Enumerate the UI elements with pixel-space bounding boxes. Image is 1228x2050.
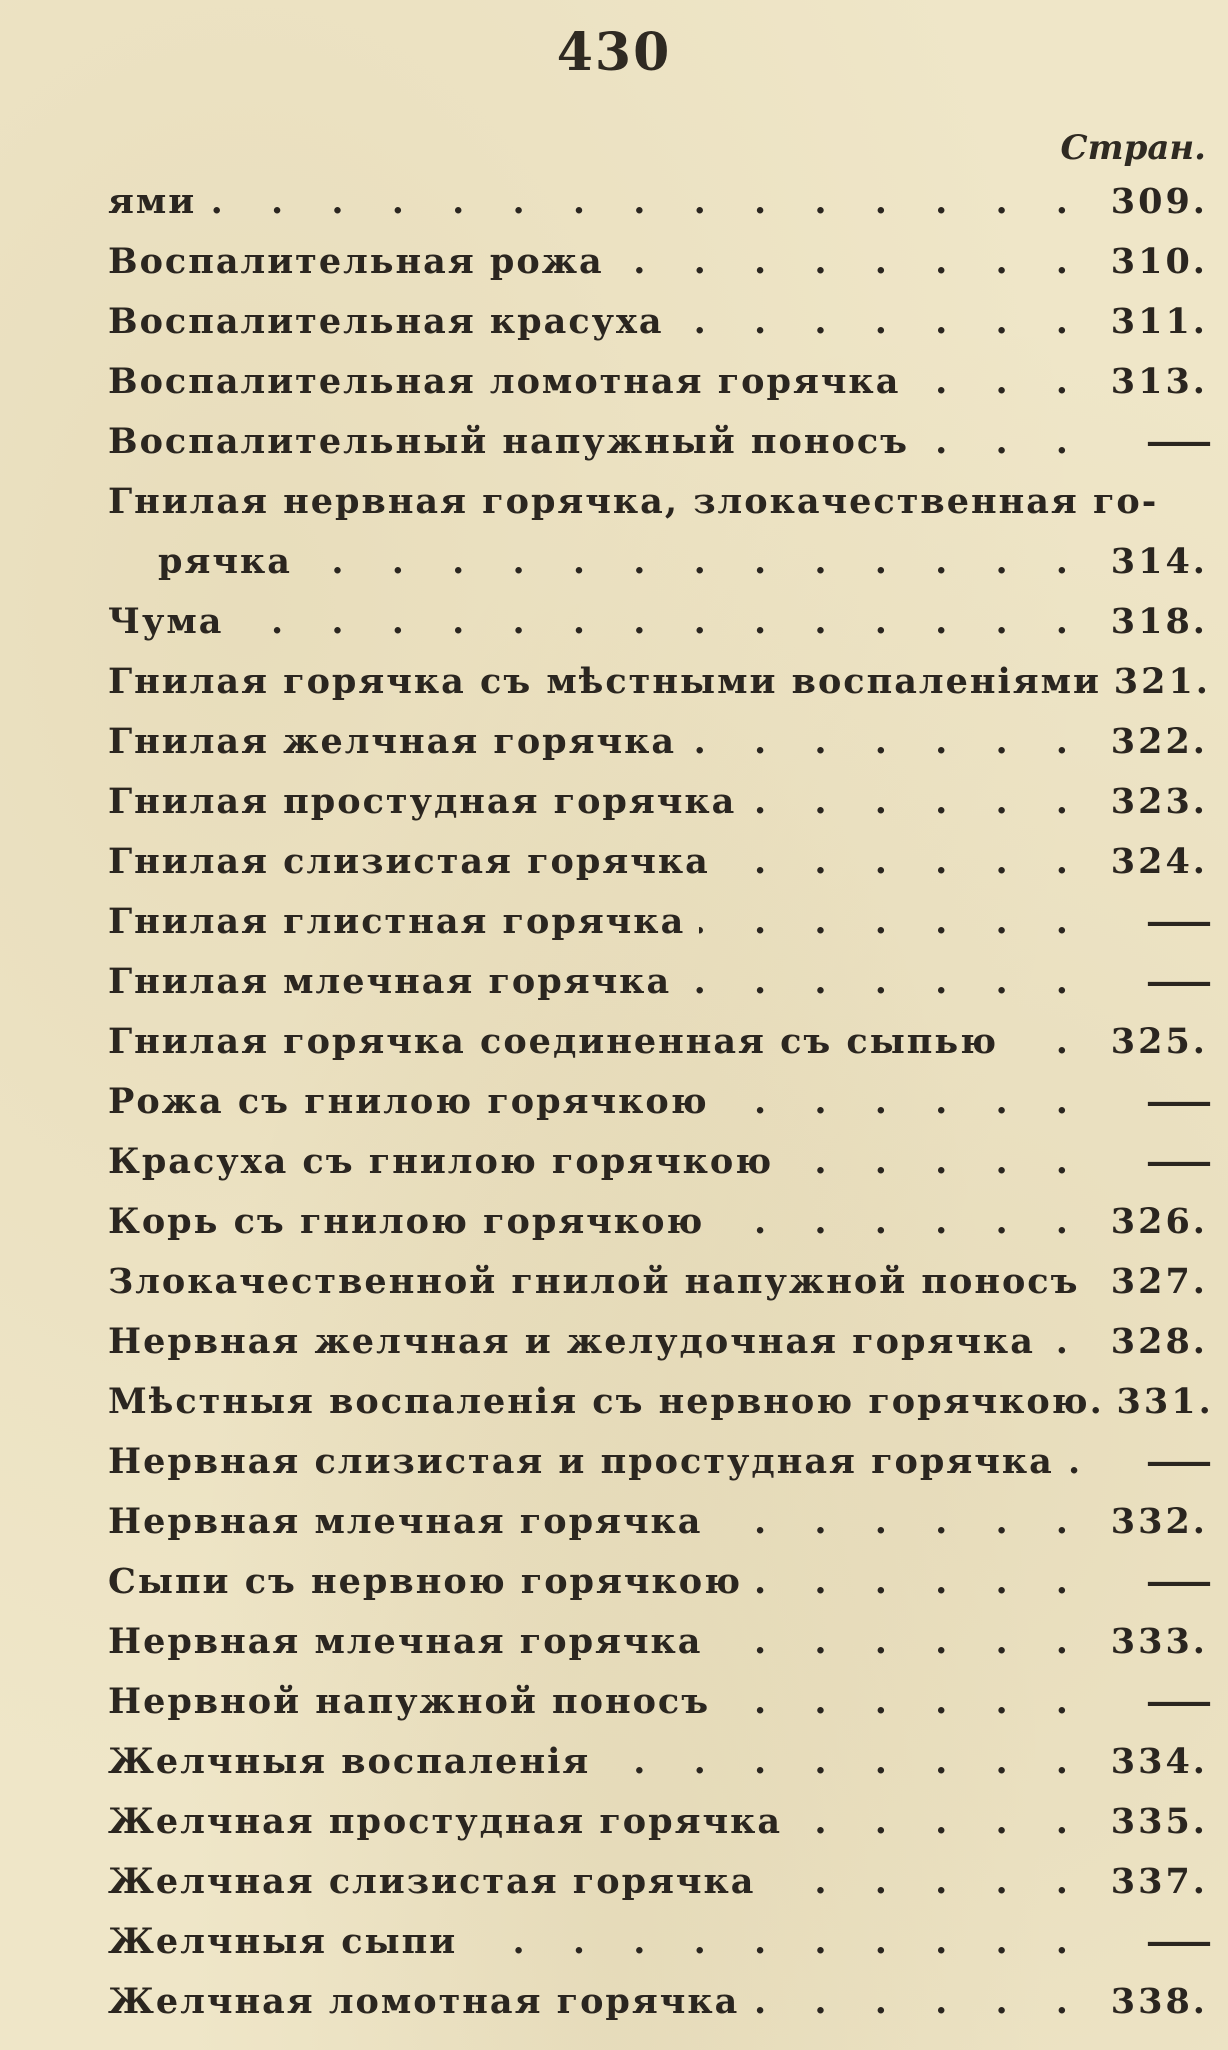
toc-entry bbox=[108, 1072, 1208, 1132]
dot-leader bbox=[750, 772, 1086, 832]
toc-entry bbox=[108, 772, 1208, 832]
toc-entry-title: Чума bbox=[108, 601, 224, 642]
toc-entry bbox=[108, 1132, 1208, 1192]
toc-entry-page: 321. bbox=[1113, 661, 1211, 702]
toc-entry-title: Нервная млечная горячка bbox=[108, 1501, 703, 1542]
toc-entry-title: Гнилая млечная горячка bbox=[108, 961, 672, 1002]
dot-leader bbox=[690, 712, 1086, 772]
toc-entry-title: Нервная слизистая и простудная горячка . bbox=[108, 1441, 1083, 1482]
dot-leader bbox=[716, 1492, 1086, 1552]
toc-entry-title: Нервная желчная и желудочная горячка bbox=[108, 1321, 1035, 1362]
toc-entry-title: Воспалительная рожа bbox=[108, 241, 604, 282]
toc-entry-page: 318. bbox=[1110, 601, 1208, 642]
toc-entry bbox=[108, 172, 1208, 232]
toc-entry-title: Желчная простудная горячка bbox=[108, 1801, 783, 1842]
toc-entry-title: Гнилая нервная горячка, злокачественная го- bbox=[108, 481, 1159, 522]
dot-leader bbox=[923, 412, 1086, 472]
toc-entry bbox=[108, 1192, 1208, 1252]
toc-entry-page: 326. bbox=[1110, 1201, 1208, 1242]
page-number: 430 bbox=[556, 22, 672, 83]
toc-entry-page: 311. bbox=[1110, 301, 1208, 342]
toc-entry-title: Красуха съ гнилою горячкою bbox=[108, 1141, 774, 1182]
dot-leader bbox=[237, 592, 1086, 652]
toc-entry bbox=[108, 1552, 1208, 1612]
dot-leader bbox=[306, 532, 1086, 592]
toc-entry-title: Гнилая глистная горячка bbox=[108, 901, 686, 942]
toc-entry-page: 314. bbox=[1110, 541, 1208, 582]
toc-entry bbox=[108, 472, 1208, 532]
toc-entry-page: —— bbox=[1146, 1681, 1208, 1722]
dot-leader bbox=[787, 1132, 1086, 1192]
toc-entry-page: 328. bbox=[1110, 1321, 1208, 1362]
toc-entry-title: Рожа съ гнилою горячкою bbox=[108, 1081, 709, 1122]
toc-entry-page: —— bbox=[1146, 1141, 1208, 1182]
toc-entry-page: 325. bbox=[1110, 1021, 1208, 1062]
toc-entry-page: 322. bbox=[1110, 721, 1208, 762]
toc-entry-page: 333. bbox=[1110, 1621, 1208, 1662]
toc-entry-title: рячка bbox=[158, 541, 292, 582]
toc-entry-page: 334. bbox=[1110, 1741, 1208, 1782]
toc-entry-page: —— bbox=[1146, 1921, 1208, 1962]
toc-entry-page: —— bbox=[1146, 1561, 1208, 1602]
dot-leader bbox=[724, 1672, 1086, 1732]
toc-entry-page: —— bbox=[1146, 421, 1208, 462]
toc-entry bbox=[108, 1312, 1208, 1372]
toc-entry bbox=[108, 1672, 1208, 1732]
dot-leader bbox=[769, 1852, 1086, 1912]
toc-entry-title: ями bbox=[108, 181, 197, 222]
toc-entry bbox=[108, 1912, 1208, 1972]
toc-entry bbox=[108, 892, 1208, 952]
toc-entry-page: —— bbox=[1146, 961, 1208, 1002]
toc-entry-title: Желчная слизистая горячка bbox=[108, 1861, 756, 1902]
toc-entry-page: 337. bbox=[1110, 1861, 1208, 1902]
toc-entry bbox=[108, 592, 1208, 652]
toc-entry-page: 324. bbox=[1110, 841, 1208, 882]
table-of-contents bbox=[108, 172, 1214, 2032]
toc-entry-page: 323. bbox=[1110, 781, 1208, 822]
dot-leader bbox=[618, 232, 1086, 292]
toc-entry bbox=[108, 1372, 1214, 1432]
toc-entry bbox=[108, 1852, 1208, 1912]
toc-entry-page: 313. bbox=[1110, 361, 1208, 402]
dot-leader bbox=[718, 1192, 1086, 1252]
toc-entry-title: Сыпи съ нервною горячкою bbox=[108, 1561, 743, 1602]
dot-leader bbox=[914, 352, 1086, 412]
toc-entry-title: Злокачественной гнилой напужной поносъ bbox=[108, 1261, 1080, 1302]
toc-entry-title: Воспалительная ломотная горячка bbox=[108, 361, 901, 402]
toc-entry-title: Нервной напужной поносъ bbox=[108, 1681, 711, 1722]
toc-entry bbox=[108, 652, 1211, 712]
toc-entry-title: Гнилая горячка соединенная съ сыпью bbox=[108, 1021, 999, 1062]
toc-entry-page: 335. bbox=[1110, 1801, 1208, 1842]
toc-entry-title: Гнилая желчная горячка bbox=[108, 721, 677, 762]
toc-entry-page: —— bbox=[1146, 901, 1208, 942]
toc-entry bbox=[108, 712, 1208, 772]
toc-entry bbox=[108, 352, 1208, 412]
dot-leader bbox=[756, 1552, 1086, 1612]
dot-leader bbox=[753, 1972, 1086, 2032]
toc-entry-title: Корь съ гнилою горячкою bbox=[108, 1201, 705, 1242]
dot-leader bbox=[1049, 1312, 1086, 1372]
toc-entry-title: Гнилая слизистая горячка bbox=[108, 841, 710, 882]
toc-entry bbox=[108, 292, 1208, 352]
toc-entry bbox=[108, 232, 1208, 292]
dot-leader bbox=[716, 1612, 1086, 1672]
toc-entry-title: Желчныя воспаленія bbox=[108, 1741, 591, 1782]
toc-entry-title: Мѣстныя воспаленія съ нервною горячкою. bbox=[108, 1381, 1104, 1422]
toc-entry bbox=[108, 1432, 1208, 1492]
toc-entry-title: Гнилая простудная горячка bbox=[108, 781, 737, 822]
dot-leader bbox=[699, 892, 1086, 952]
toc-entry-title: Воспалительная красуха bbox=[108, 301, 664, 342]
toc-entry-title: Гнилая горячка съ мѣстными воспаленіями bbox=[108, 661, 1101, 702]
toc-entry-page: 310. bbox=[1110, 241, 1208, 282]
dot-leader bbox=[1012, 1012, 1086, 1072]
toc-entry-title: Желчныя сыпи bbox=[108, 1921, 458, 1962]
toc-entry-page: 332. bbox=[1110, 1501, 1208, 1542]
toc-entry bbox=[108, 1612, 1208, 1672]
toc-entry-page: 309. bbox=[1110, 181, 1208, 222]
dot-leader bbox=[678, 292, 1086, 352]
toc-entry-page: —— bbox=[1146, 1441, 1208, 1482]
toc-entry-page: 338. bbox=[1110, 1981, 1208, 2022]
toc-entry-title: Воспалительный напужный поносъ bbox=[108, 421, 909, 462]
dot-leader bbox=[604, 1732, 1086, 1792]
toc-entry bbox=[108, 1732, 1208, 1792]
toc-entry bbox=[108, 412, 1208, 472]
dot-leader bbox=[471, 1912, 1086, 1972]
toc-entry-page: 327. bbox=[1110, 1261, 1208, 1302]
dot-leader bbox=[724, 832, 1086, 892]
dot-leader bbox=[796, 1792, 1086, 1852]
toc-entry-title: Желчная ломотная горячка bbox=[108, 1981, 740, 2022]
toc-entry bbox=[108, 1252, 1208, 1312]
dot-leader bbox=[210, 172, 1086, 232]
toc-entry-title: Нервная млечная горячка bbox=[108, 1621, 703, 1662]
dot-leader bbox=[723, 1072, 1086, 1132]
toc-entry-page: 331. bbox=[1116, 1381, 1214, 1422]
page-column-heading: Стран. bbox=[1060, 128, 1206, 168]
toc-entry bbox=[108, 532, 1208, 592]
toc-entry bbox=[108, 832, 1208, 892]
toc-entry bbox=[108, 1792, 1208, 1852]
toc-entry bbox=[108, 1492, 1208, 1552]
toc-entry bbox=[108, 1012, 1208, 1072]
toc-entry bbox=[108, 952, 1208, 1012]
dot-leader bbox=[685, 952, 1086, 1012]
toc-entry-page: —— bbox=[1146, 1081, 1208, 1122]
toc-entry bbox=[108, 1972, 1208, 2032]
